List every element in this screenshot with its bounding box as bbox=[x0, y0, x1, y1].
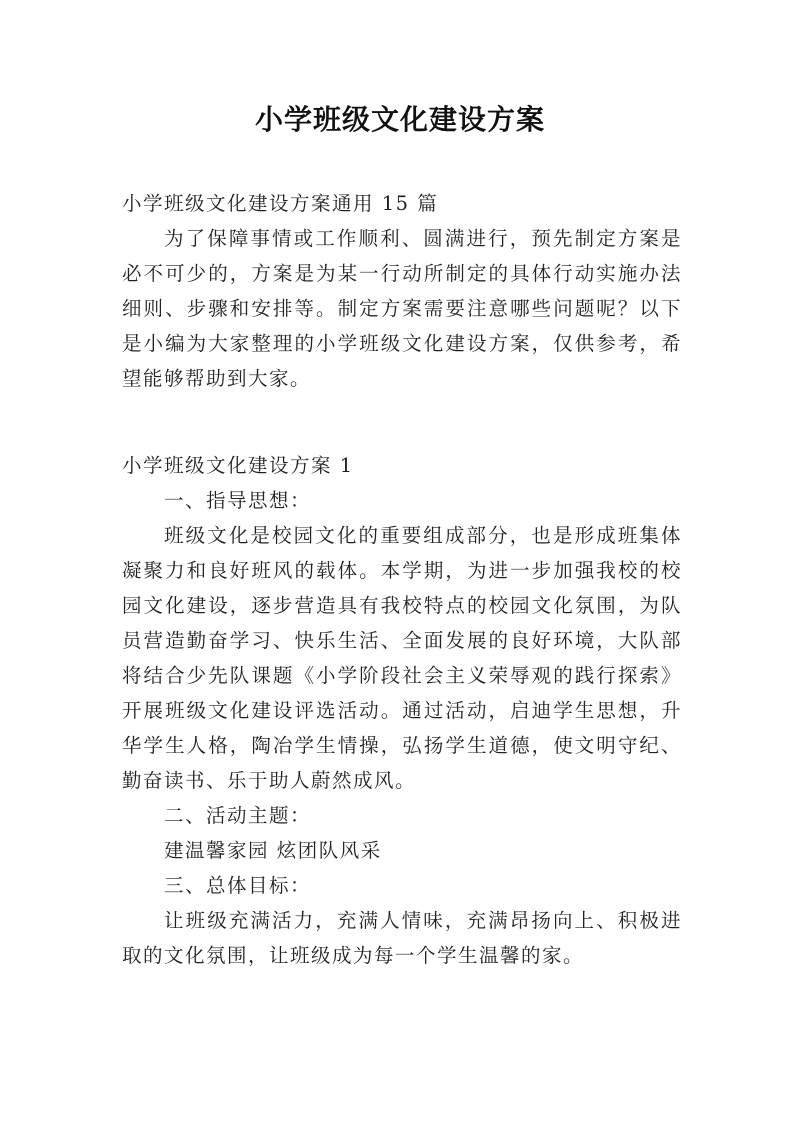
document-title: 小学班级文化建设方案 bbox=[254, 103, 545, 136]
intro-block bbox=[122, 186, 682, 396]
activity-theme-text: 建温馨家园 炫团队风采 bbox=[164, 839, 382, 862]
paragraph-guiding-ideology: 班级文化是校园文化的重要组成部分，也是形成班集体凝聚力和良好班风的载体。本学期，为进一步加强我校的校园文化建设，逐步营造具有我校特点的校园文化氛围，为队员营造勤奋学习、快乐生活、全面发展的良好环境，大队部将结合少先队课题《小学阶段社会主义荣辱观的践行探索》开展班级文化建设评选活动。通过活动，启迪学生思想，升华学生人格，陶冶学生情操，弘扬学生道德，使文明守纪、勤奋读书、乐于助人蔚然成风。 bbox=[122, 524, 682, 792]
document-subtitle: 小学班级文化建设方案通用 15 篇 bbox=[122, 192, 439, 215]
paragraph-overall-goal: 让班级充满活力，充满人情味，充满昂扬向上、积极进取的文化氛围，让班级成为每一个学生温馨的家。 bbox=[122, 909, 682, 967]
heading-activity-theme: 二、活动主题： bbox=[164, 804, 312, 827]
section-title: 小学班级文化建设方案 1 bbox=[122, 454, 354, 477]
heading-guiding-ideology: 一、指导思想： bbox=[164, 489, 312, 512]
heading-overall-goal: 三、总体目标： bbox=[164, 874, 312, 897]
intro-paragraph: 为了保障事情或工作顺利、圆满进行，预先制定方案是必不可少的，方案是为某一行动所制定的具体行动实施办法细则、步骤和安排等。制定方案需要注意哪些问题呢？以下是小编为大家整理的小学班级文化建设方案，仅供参考，希望能够帮助到大家。 bbox=[122, 227, 682, 390]
section-1 bbox=[122, 448, 682, 973]
